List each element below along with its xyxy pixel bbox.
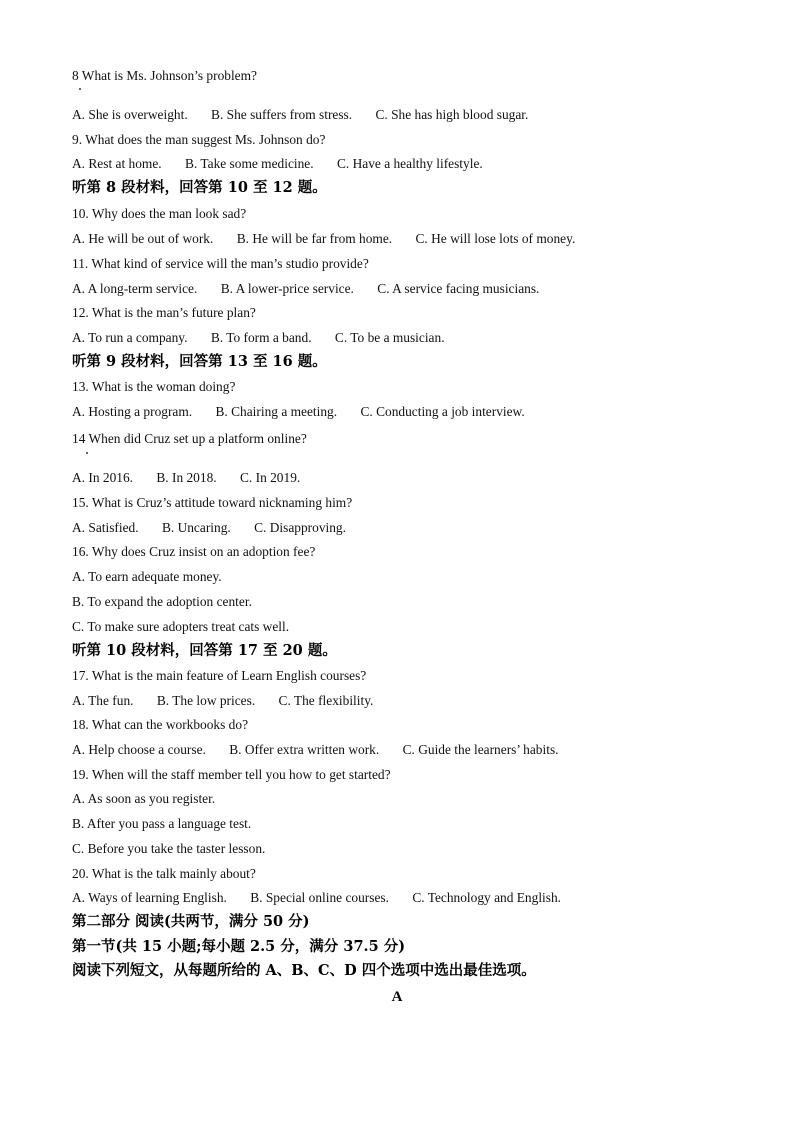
option-12a: A. To run a company.	[72, 330, 188, 345]
option-14b: B. In 2018.	[156, 470, 217, 485]
option-11b: B. A lower-price service.	[220, 281, 354, 296]
option-13b: B. Chairing a meeting.	[215, 404, 338, 419]
option-10a: A. He will be out of work.	[72, 231, 214, 246]
option-19a: A. As soon as you register.	[72, 791, 216, 806]
section-10-heading: 听第 10 段材料，回答第 17 至 20 题。	[72, 642, 337, 659]
question-11: 11. What kind of service will the man’s studio provide?	[72, 256, 369, 271]
option-18c: C. Guide the learners’ habits.	[402, 742, 559, 757]
option-18a: A. Help choose a course.	[72, 742, 206, 757]
question-20: 20. What is the talk mainly about?	[72, 866, 256, 881]
option-17a: A. The fun.	[72, 693, 134, 708]
option-8c: C. She has high blood sugar.	[375, 107, 529, 122]
option-10b: B. He will be far from home.	[236, 231, 393, 246]
option-17c: C. The flexibility.	[278, 693, 374, 708]
reading-instruction: 阅读下列短文，从每题所给的 A、B、C、D 四个选项中选出最佳选项。	[72, 962, 536, 979]
option-9b: B. Take some medicine.	[185, 156, 314, 171]
option-13c: C. Conducting a job interview.	[360, 404, 525, 419]
option-20b: B. Special online courses.	[250, 890, 389, 905]
question-13: 13. What is the woman doing?	[72, 379, 236, 394]
question-19: 19. When will the staff member tell you how to get started?	[72, 767, 391, 782]
scan-dot	[86, 452, 88, 454]
options-18	[72, 742, 559, 758]
options-15	[72, 520, 346, 536]
option-13a: A. Hosting a program.	[72, 404, 193, 419]
part-2-section-1-heading: 第一节(共 15 小题;每小题 2.5 分，满分 37.5 分)	[72, 938, 406, 955]
section-9-heading: 听第 9 段材料，回答第 13 至 16 题。	[72, 353, 327, 370]
question-8: 8 What is Ms. Johnson’s problem?	[72, 68, 257, 83]
option-18b: B. Offer extra written work.	[229, 742, 380, 757]
question-16: 16. Why does Cruz insist on an adoption fee?	[72, 544, 316, 559]
option-15c: C. Disapproving.	[254, 520, 346, 535]
part-2-heading: 第二部分 阅读(共两节，满分 50 分)	[72, 913, 310, 930]
option-9a: A. Rest at home.	[72, 156, 162, 171]
question-18: 18. What can the workbooks do?	[72, 717, 249, 732]
options-8	[72, 107, 528, 123]
options-14	[72, 470, 300, 486]
options-17	[72, 693, 373, 709]
option-16a: A. To earn adequate money.	[72, 569, 222, 584]
passage-letter: A	[391, 989, 403, 1005]
question-12: 12. What is the man’s future plan?	[72, 305, 256, 320]
option-16c: C. To make sure adopters treat cats well.	[72, 619, 290, 634]
option-20c: C. Technology and English.	[412, 890, 562, 905]
option-19b: B. After you pass a language test.	[72, 816, 252, 831]
option-9c: C. Have a healthy lifestyle.	[336, 156, 483, 171]
option-19c: C. Before you take the taster lesson.	[72, 841, 266, 856]
scan-dot	[79, 88, 81, 90]
option-15b: B. Uncaring.	[161, 520, 231, 535]
question-10: 10. Why does the man look sad?	[72, 206, 247, 221]
options-11	[72, 281, 539, 297]
question-14: 14 When did Cruz set up a platform online?	[72, 431, 307, 446]
option-20a: A. Ways of learning English.	[72, 890, 227, 905]
question-17: 17. What is the main feature of Learn English courses?	[72, 668, 367, 683]
options-9	[72, 156, 483, 172]
option-11c: C. A service facing musicians.	[377, 281, 540, 296]
option-8a: A. She is overweight.	[72, 107, 188, 122]
option-12c: C. To be a musician.	[334, 330, 445, 345]
options-10	[72, 231, 575, 247]
section-8-heading: 听第 8 段材料，回答第 10 至 12 题。	[72, 179, 327, 196]
question-15: 15. What is Cruz’s attitude toward nicknaming him?	[72, 495, 353, 510]
option-14c: C. In 2019.	[239, 470, 301, 485]
option-17b: B. The low prices.	[156, 693, 256, 708]
options-12	[72, 330, 445, 346]
option-15a: A. Satisfied.	[72, 520, 139, 535]
option-8b: B. She suffers from stress.	[211, 107, 353, 122]
option-11a: A. A long-term service.	[72, 281, 198, 296]
option-14a: A. In 2016.	[72, 470, 133, 485]
options-13	[72, 404, 525, 420]
option-10c: C. He will lose lots of money.	[415, 231, 576, 246]
option-12b: B. To form a band.	[210, 330, 312, 345]
option-16b: B. To expand the adoption center.	[72, 594, 252, 609]
options-20	[72, 890, 561, 906]
question-9: 9. What does the man suggest Ms. Johnson do?	[72, 132, 326, 147]
